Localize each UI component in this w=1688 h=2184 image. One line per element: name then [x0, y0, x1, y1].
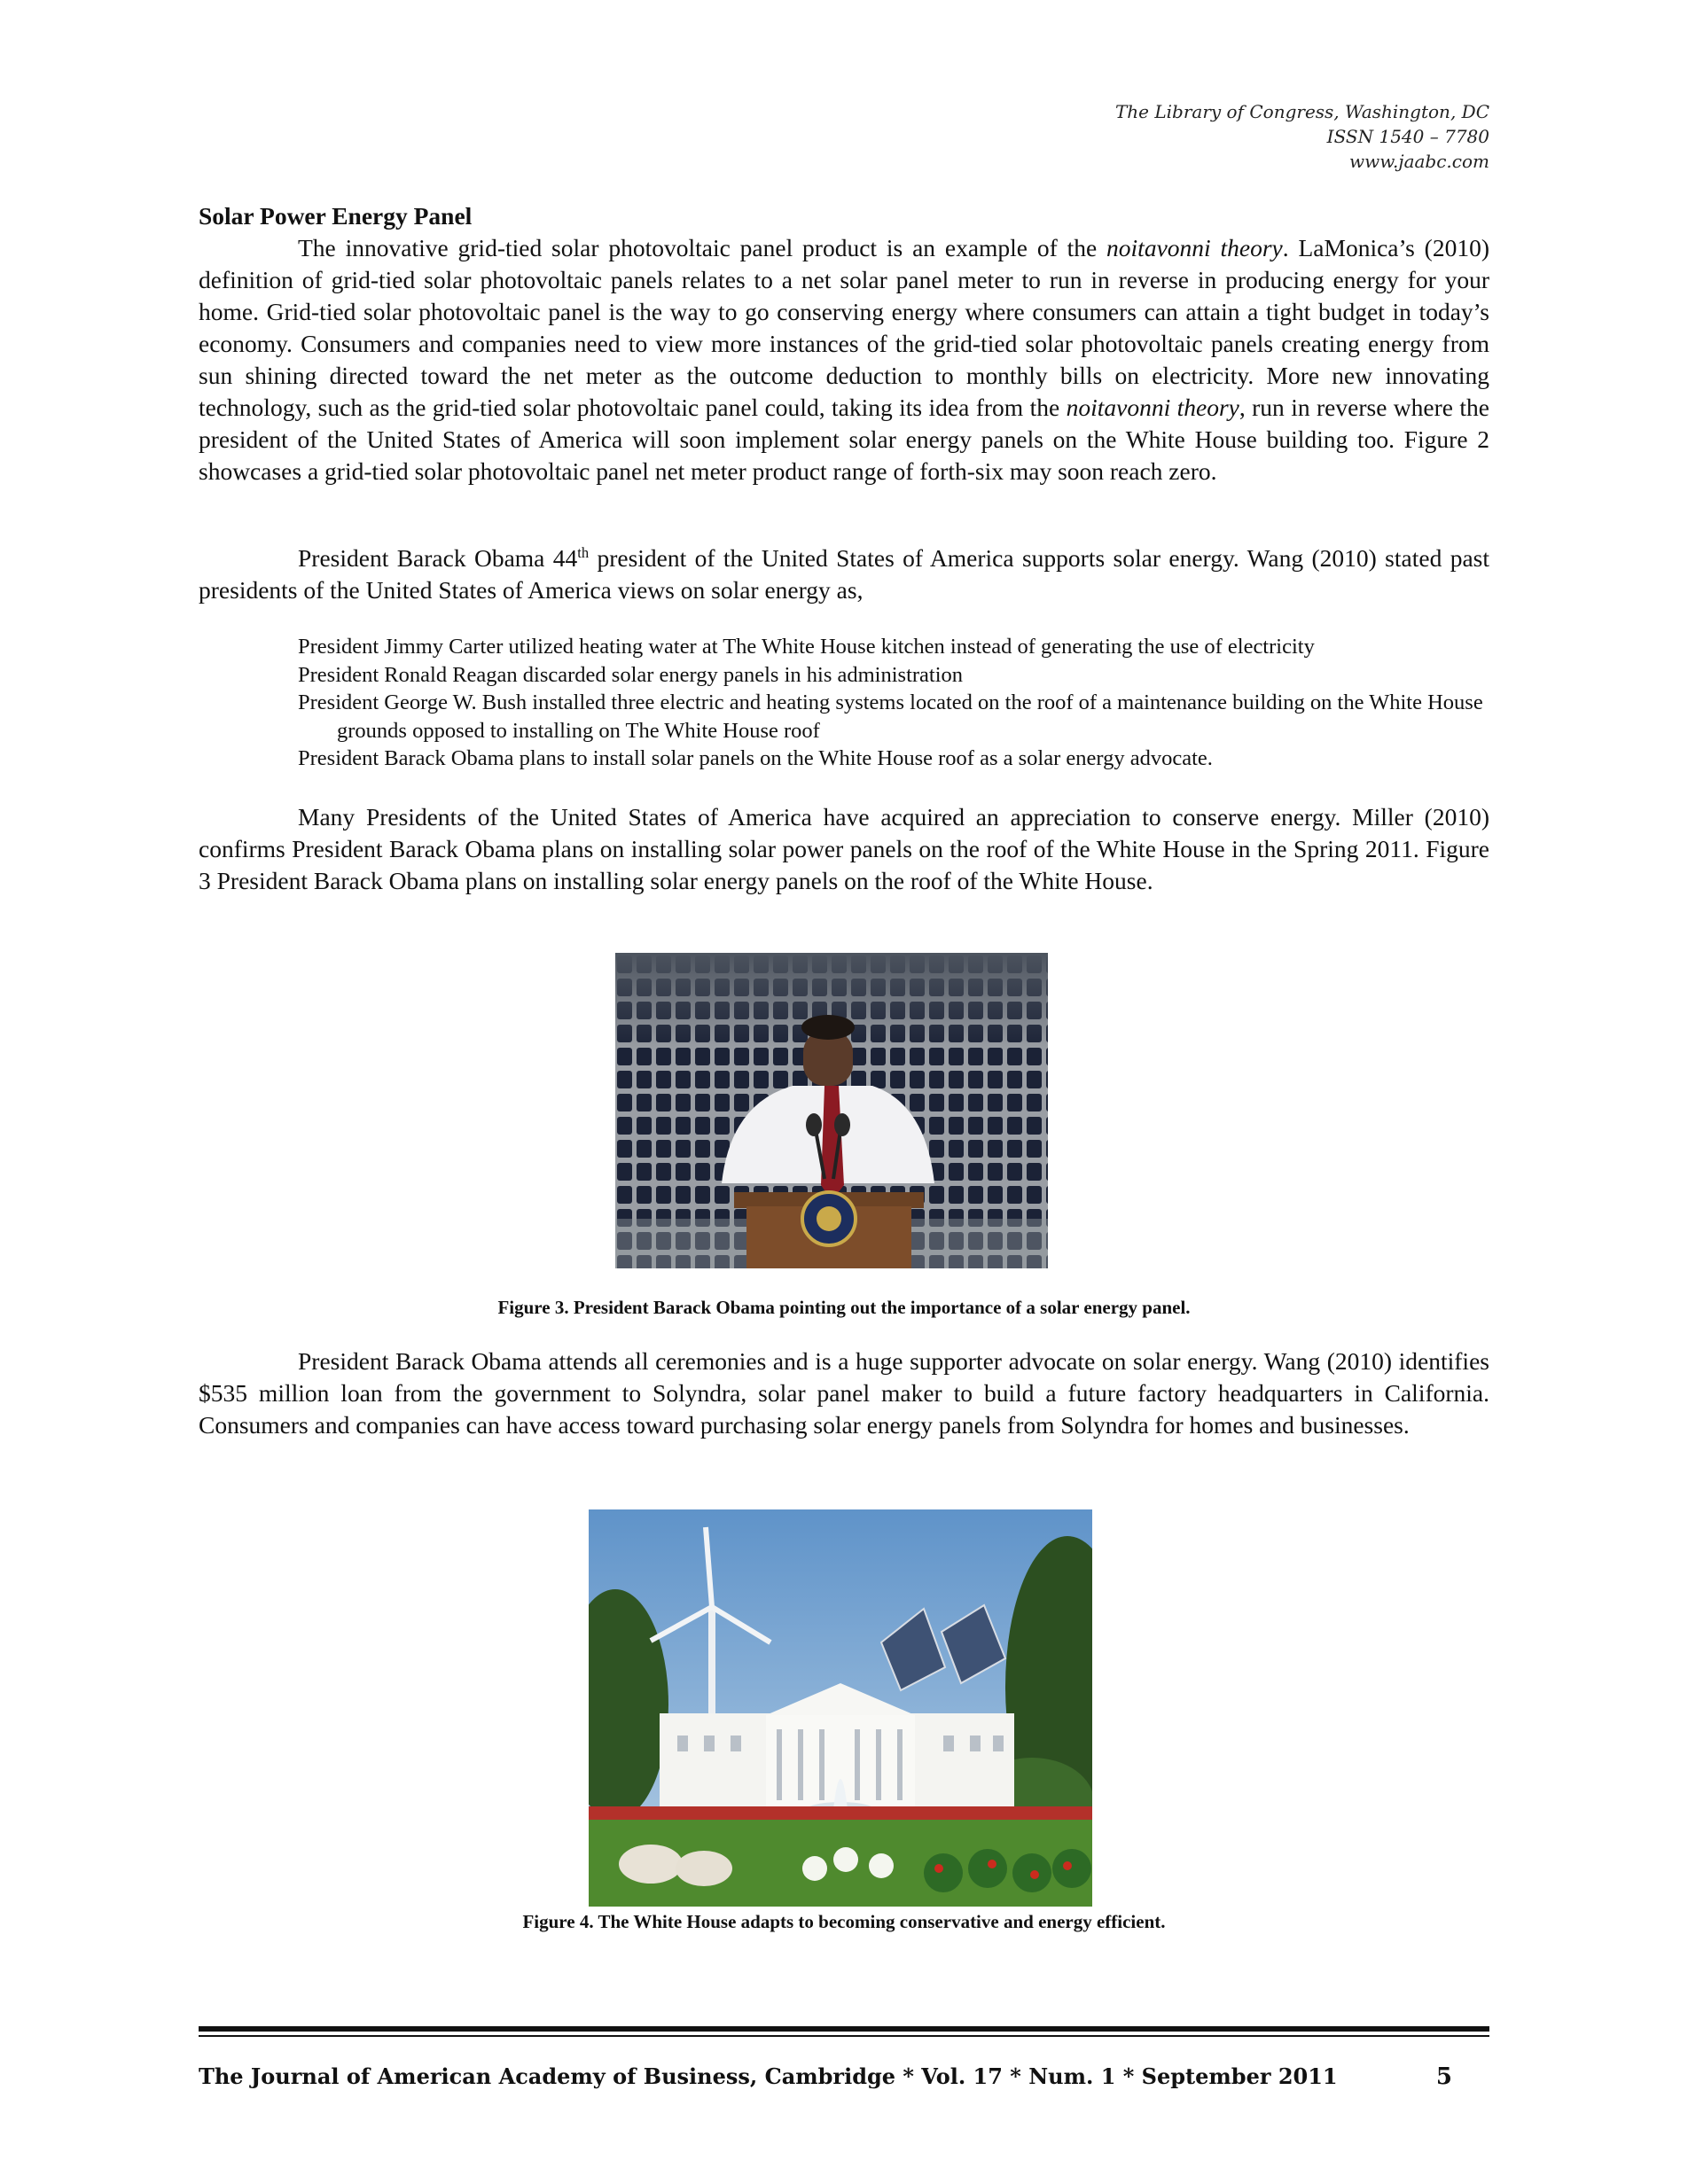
para2-superscript: th: [577, 543, 590, 561]
section-title: Solar Power Energy Panel: [199, 202, 473, 230]
page-number: 5: [1435, 2063, 1452, 2090]
quote-line-obama: President Barack Obama plans to install solar panels on the White House roof as a solar energy advocate.: [298, 746, 1213, 770]
figure-3-caption: Figure 3. President Barack Obama pointing out the importance of a solar energy panel.: [497, 1297, 1191, 1318]
footer-rule-thin: [199, 2035, 1489, 2037]
page-header: [1115, 99, 1489, 174]
quote-line-reagan: President Ronald Reagan discarded solar energy panels in his administration: [298, 662, 964, 687]
para2-text-b: president of the United States of America supports solar energy. Wang (2010) stated past presidents of the United States of America views on solar energy as,: [199, 544, 1489, 604]
paragraph-4-block: [199, 1346, 1489, 1441]
footer-journal-info: The Journal of American Academy of Business, Cambridge * Vol. 17 * Num. 1 * September 2011: [199, 2063, 1338, 2089]
white-house-energy-image: [589, 1509, 1092, 1907]
para1-text-c: , run in reverse where the president of the United States of America will soon implement solar energy panels on the White House building too. Figure 2 showcases a grid-tied solar photovoltaic panel net meter product range of forth-six may soon reach zero.: [199, 394, 1489, 485]
para1-emphasis-2: noitavonni theory: [1066, 394, 1239, 421]
figure-3-photo: [615, 953, 1048, 1268]
paragraph-4: President Barack Obama attends all ceremonies and is a huge supporter advocate on solar energy. Wang (2010) identifies $535 million loan from the government to Solyndra, solar panel maker to build a future factory headquarters in California. Consumers and companies can have access toward purchasing solar energy panels from Solyndra for homes and businesses.: [199, 1347, 1489, 1439]
header-website: www.jaabc.com: [1349, 151, 1489, 172]
para1-text-a: The innovative grid-tied solar photovoltaic panel product is an example of the: [298, 234, 1107, 261]
paragraph-2-block: [199, 542, 1489, 606]
quote-line-bush: President George W. Bush installed three electric and heating systems located on the roof of a maintenance building on the White House grounds opposed to installing on The White House roof: [298, 690, 1483, 743]
paragraph-3: Many Presidents of the United States of America have acquired an appreciation to conserve energy. Miller (2010) confirms President Barack Obama plans on installing solar power panels on the roof of the White House in the Spring 2011. Figure 3 President Barack Obama plans on installing solar energy panels on the roof of the White House.: [199, 803, 1489, 894]
para2-text-a: President Barack Obama 44: [298, 544, 578, 572]
para1-emphasis-1: noitavonni theory: [1106, 234, 1283, 261]
figure-4-caption: Figure 4. The White House adapts to becoming conservative and energy efficient.: [522, 1911, 1166, 1932]
figure-4-photo: [589, 1509, 1092, 1907]
paragraph-1: [199, 232, 1489, 488]
paragraph-2: [199, 542, 1489, 606]
header-issn: ISSN 1540 – 7780: [1326, 126, 1489, 147]
section-solar-power: [199, 200, 1489, 488]
presidents-quote-list: [298, 633, 1489, 773]
obama-solar-panels-image: [615, 953, 1048, 1268]
header-library: The Library of Congress, Washington, DC: [1114, 101, 1489, 122]
paragraph-3-block: [199, 801, 1489, 897]
para1-text-b: . LaMonica’s (2010) definition of grid-tied solar photovoltaic panels relates to a net solar panel meter to run in reverse in producing energy for your home. Grid-tied solar photovoltaic panel is the way to go conserving energy where consumers can attain a tight budget in today’s economy. Consumers and companies need to view more instances of the grid-tied solar photovoltaic panels creating energy from sun shining directed toward the net meter as the outcome deduction to monthly bills on electricity. More new innovating technology, such as the grid-tied solar photovoltaic panel could, taking its idea from the: [199, 234, 1490, 421]
quote-line-carter: President Jimmy Carter utilized heating water at The White House kitchen instead of generating the use of electricity: [298, 635, 1315, 659]
footer-rule-thick: [199, 2026, 1489, 2032]
